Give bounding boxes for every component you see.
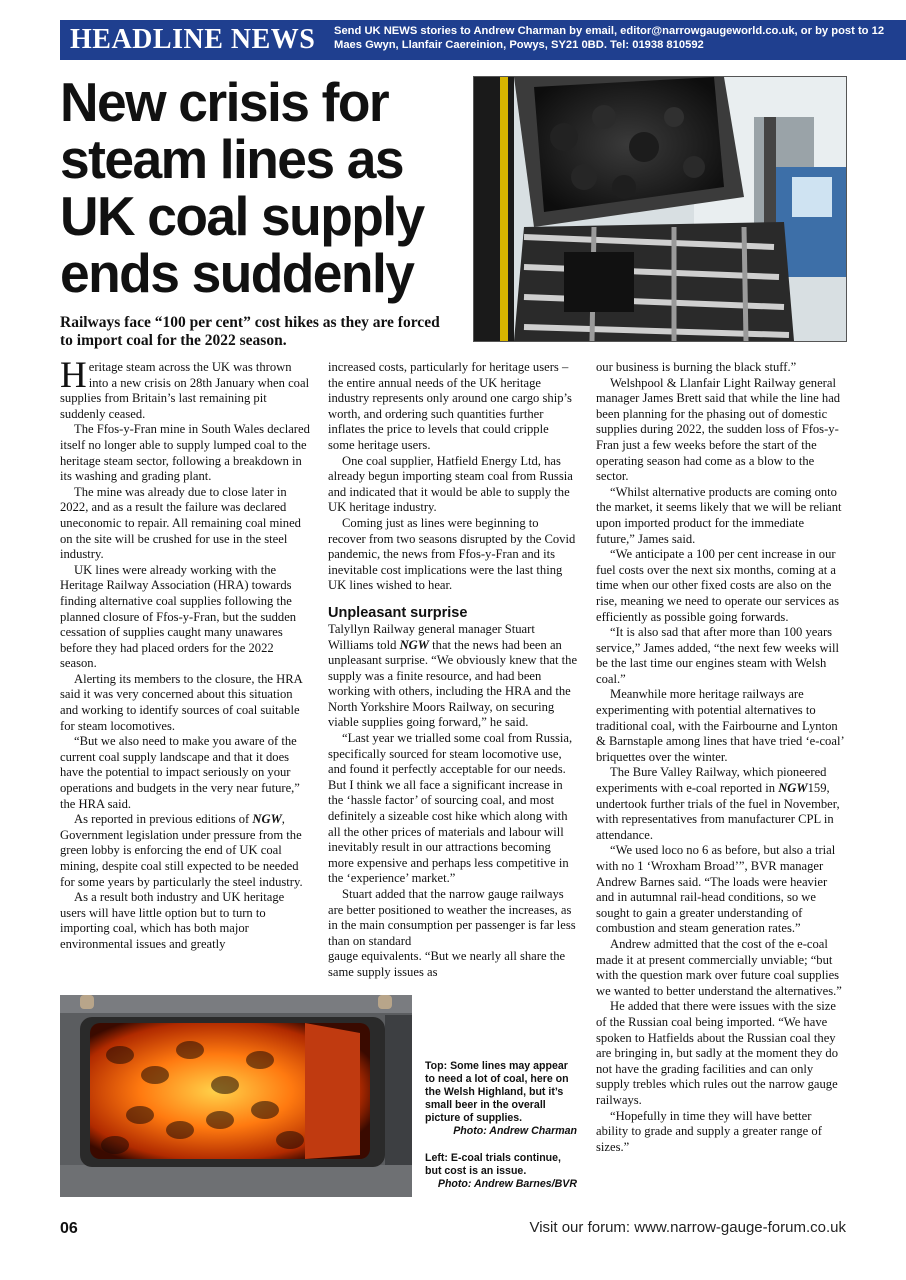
paragraph bbox=[60, 355, 310, 422]
caption-left-photo bbox=[425, 1152, 577, 1191]
paragraph: Andrew admitted that the cost of the e-coal made it at present commercially unviable; “but with the question mark over future coal supplies we wanted to better understand the alternatives.” bbox=[596, 936, 842, 998]
contact-info: Send UK NEWS stories to Andrew Charman by email, editor@narrowgaugeworld.co.uk, or by post to 12 Maes Gwyn, Llanfair Caereinion, Powys, SY21 0BD. Tel: 01938 810592 bbox=[334, 25, 885, 51]
paragraph: Stuart added that the narrow gauge railways are better positioned to weather the increases, as in the main consumption per passenger is far less than on standard bbox=[328, 887, 576, 948]
article-standfirst: Railways face “100 per cent” cost hikes as they are forced to import coal for the 2022 season. bbox=[60, 314, 440, 349]
paragraph-text: that the news had been an unpleasant surprise. “We obviously knew that the supply was a finite resource, and had been working with others, including the HRA and the North Yorkshire Moors Railway, on securing viable supplies going forward,” he said. bbox=[328, 637, 578, 730]
caption-text: Left: E-coal trials continue, but cost is an issue. bbox=[425, 1152, 561, 1177]
paragraph: Meanwhile more heritage railways are experimenting with potential alternatives to traditional coal, with the Fairbourne and Lynton & Barnstaple among lines that have tried ‘e-coal’ briquettes over the winter. bbox=[596, 687, 844, 764]
drop-cap: H bbox=[60, 355, 87, 396]
section-banner bbox=[60, 20, 906, 60]
caption-text: Top: Some lines may appear to need a lot of coal, here on the Welsh Highland, but it’s small beer in the overall picture of supplies. bbox=[425, 1060, 569, 1124]
article-column-1 bbox=[60, 355, 310, 953]
coal-loading-photo bbox=[473, 76, 847, 342]
subheading: Unpleasant surprise bbox=[328, 604, 468, 621]
paragraph-text: The Bure Valley Railway, which pioneered experiments with e-coal reported in bbox=[596, 765, 827, 796]
magazine-name: NGW bbox=[252, 812, 282, 827]
paragraph: “But we also need to make you aware of the current coal supply landscape and that it does have the potential to impact seriously on your operations and budgets in the very near future,” the HRA said. bbox=[60, 734, 300, 811]
paragraph: our business is burning the black stuff.” bbox=[596, 360, 797, 374]
paragraph-text: eritage steam across the UK was thrown into a new crisis on 28th January when coal supplies from Britain’s last remaining pit suddenly ceased. bbox=[60, 360, 310, 421]
paragraph: Welshpool & Llanfair Light Railway general manager James Brett said that while the line had been planning for the phasing out of domestic supplies during 2022, the sudden loss of Ffos-y-Fran just a few weeks before the start of the operating season had come as a blow to the sector. bbox=[596, 375, 841, 484]
paragraph-text: As reported in previous editions of bbox=[74, 812, 253, 827]
paragraph: increased costs, particularly for heritage users – the entire annual needs of the UK heritage industry represents only around one cargo ship’s worth, and ordering such quantities further inflates the price to levels that could cripple some heritage users. bbox=[328, 360, 572, 452]
photo-credit: Photo: Andrew Barnes/BVR bbox=[437, 1178, 577, 1190]
paragraph: As a result both industry and UK heritage users will have little option but to turn to importing coal, which has both major environmental issues and greatly bbox=[60, 890, 285, 951]
firebox-illustration bbox=[60, 995, 412, 1197]
paragraph-text: Talyllyn Railway general manager Stuart Williams told bbox=[328, 621, 535, 652]
paragraph: “Last year we trialled some coal from Russia, specifically sourced for steam locomotive use, and found it perfectly acceptable for our needs. But I think we all face a significant increase in the ‘hassle factor’ of sourcing coal, and most definitely a sizeable cost hike which along with all the other prices of materials and labour will inevitably result in our attractions becoming more expensive and perhaps less competitive in the ‘experience’ market.” bbox=[328, 731, 573, 886]
paragraph: “It is also sad that after more than 100 years service,” James added, “the next few weeks will be the last time our engines steam with Welsh coal.” bbox=[596, 625, 840, 686]
paragraph: One coal supplier, Hatfield Energy Ltd, has already begun importing steam coal from Russia and indicated that it would be able to supply the UK heritage industry. bbox=[328, 453, 573, 515]
paragraph: Coming just as lines were beginning to recover from two seasons disrupted by the Covid pandemic, the news from Ffos-y-Fran and its inevitable cost implications were the last thing UK lines wished to hear. bbox=[328, 515, 576, 593]
photo-credit: Photo: Andrew Charman bbox=[453, 1125, 577, 1137]
page-number: 06 bbox=[60, 1220, 78, 1237]
magazine-name: NGW bbox=[778, 781, 808, 796]
paragraph: He added that there were issues with the size of the Russian coal being imported. “We have spoken to Hatfields about the Russian coal they are bringing in, but sadly at the moment they do not have the grading facilities and can only supply trebles which rules out the narrow gauge railways. bbox=[596, 999, 839, 1107]
paragraph: “We used loco no 6 as before, but also a trial with no 1 ‘Wroxham Broad’”, BVR manager Andrew Barnes said. “The loads were heavier and in autumnal rail-head conditions, so we sought to gain a greater understanding of combustion and steam generation rates.” bbox=[596, 843, 836, 936]
paragraph: “Hopefully in time they will have better ability to grade and supply a greater range of sizes.” bbox=[596, 1108, 822, 1154]
paragraph: Alerting its members to the closure, the HRA said it was very concerned about this situation and working to identify sources of coal suitable for steam locomotives. bbox=[60, 671, 303, 733]
paragraph bbox=[328, 622, 578, 731]
paragraph: “We anticipate a 100 per cent increase in our fuel costs over the next six months, coming at a time when our other fixed costs are also on the rise, meaning we need to operate our services as efficiently as possible going forwards. bbox=[596, 547, 840, 624]
paragraph: UK lines were already working with the Heritage Railway Association (HRA) towards finding alternative coal supplies following the planned closure of Ffos-y-Fran, but the sudden cessation of supplies caught many unawares before they had placed orders for the 2022 season. bbox=[60, 562, 297, 671]
paragraph: gauge equivalents. “But we nearly all share the same supply issues as bbox=[328, 949, 566, 979]
forum-link[interactable]: Visit our forum: www.narrow-gauge-forum.co.uk bbox=[529, 1219, 846, 1236]
article-headline: New crisis for steam lines as UK coal supply ends suddenly bbox=[60, 71, 424, 304]
section-label: HEADLINE NEWS bbox=[70, 24, 316, 55]
paragraph: The Ffos-y-Fran mine in South Wales declared itself no longer able to supply lumped coal to the heritage steam sector, following a breakdown in its washing and grading plant. bbox=[60, 422, 310, 484]
article-column-2 bbox=[328, 360, 578, 981]
paragraph: The mine was already due to close later in 2022, and as a result the failure was declared uneconomic to repair. All remaining coal mined on the site will be crushed for use in the steel industry. bbox=[60, 484, 301, 562]
paragraph bbox=[60, 812, 310, 890]
paragraph-text: 159, undertook further trials of the fuel in November, with representatives from manufacturer CPL in attendance. bbox=[596, 781, 840, 842]
coal-loading-illustration bbox=[474, 77, 846, 341]
article-column-3 bbox=[596, 360, 846, 1155]
photo-captions bbox=[425, 1060, 577, 1205]
magazine-name: NGW bbox=[399, 637, 429, 652]
ecoal-firebox-photo bbox=[60, 995, 412, 1197]
paragraph bbox=[596, 765, 846, 843]
paragraph: “Whilst alternative products are coming onto the market, it seems likely that we will be reliant upon imported product for the immediate future,” James said. bbox=[596, 484, 842, 546]
caption-top-photo bbox=[425, 1060, 577, 1138]
paragraph-text: , Government legislation under pressure from the green lobby is enforcing the end of UK coal mining, despite coal still expected to be needed for some years by particularly the steel industry. bbox=[60, 812, 303, 889]
